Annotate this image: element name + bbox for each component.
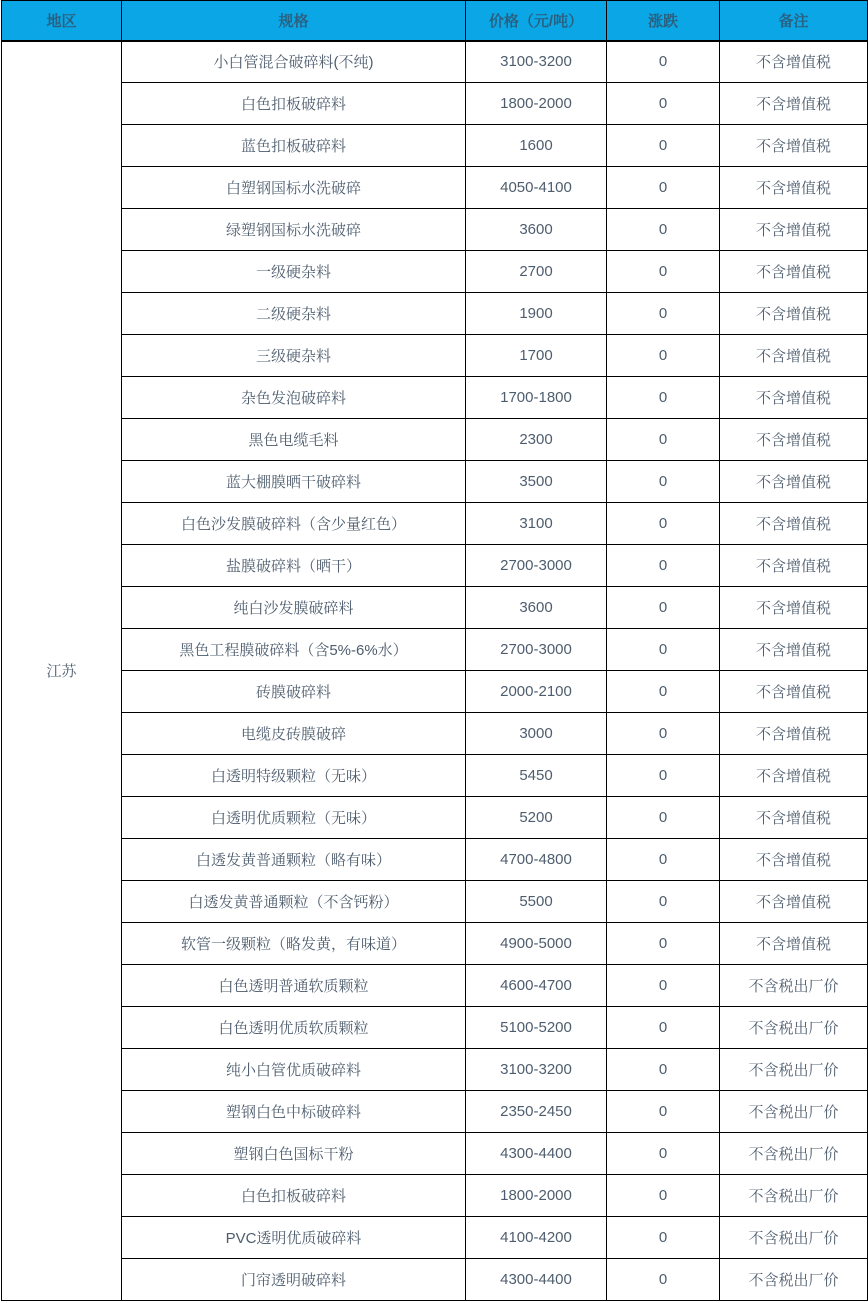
spec-cell: 白色透明优质软质颗粒 — [122, 1007, 466, 1049]
price-cell: 3600 — [466, 587, 607, 629]
change-cell: 0 — [607, 377, 720, 419]
note-cell: 不含增值税 — [720, 41, 868, 83]
price-cell: 4900-5000 — [466, 923, 607, 965]
table-row — [2, 1217, 868, 1259]
price-cell: 4300-4400 — [466, 1133, 607, 1175]
price-cell: 1900 — [466, 293, 607, 335]
price-cell: 2000-2100 — [466, 671, 607, 713]
table-row — [2, 209, 868, 251]
change-cell: 0 — [607, 671, 720, 713]
column-header-spec: 规格 — [122, 1, 466, 41]
note-cell: 不含税出厂价 — [720, 1007, 868, 1049]
table-row — [2, 1091, 868, 1133]
region-cell: 江苏 — [2, 41, 122, 1301]
note-cell: 不含增值税 — [720, 83, 868, 125]
spec-cell: 塑钢白色中标破碎料 — [122, 1091, 466, 1133]
spec-cell: 塑钢白色国标干粉 — [122, 1133, 466, 1175]
spec-cell: 一级硬杂料 — [122, 251, 466, 293]
change-cell: 0 — [607, 1007, 720, 1049]
price-cell: 2700 — [466, 251, 607, 293]
spec-cell: PVC透明优质破碎料 — [122, 1217, 466, 1259]
note-cell: 不含增值税 — [720, 125, 868, 167]
change-cell: 0 — [607, 1091, 720, 1133]
note-cell: 不含增值税 — [720, 587, 868, 629]
spec-cell: 白透明特级颗粒（无味） — [122, 755, 466, 797]
spec-cell: 白色扣板破碎料 — [122, 83, 466, 125]
price-cell: 1700-1800 — [466, 377, 607, 419]
change-cell: 0 — [607, 503, 720, 545]
change-cell: 0 — [607, 923, 720, 965]
note-cell: 不含增值税 — [720, 251, 868, 293]
change-cell: 0 — [607, 83, 720, 125]
note-cell: 不含增值税 — [720, 545, 868, 587]
price-cell: 3000 — [466, 713, 607, 755]
column-header-region: 地区 — [2, 1, 122, 41]
spec-cell: 蓝色扣板破碎料 — [122, 125, 466, 167]
column-header-note: 备注 — [720, 1, 868, 41]
price-cell: 5100-5200 — [466, 1007, 607, 1049]
note-cell: 不含增值税 — [720, 923, 868, 965]
column-header-price: 价格（元/吨） — [466, 1, 607, 41]
note-cell: 不含增值税 — [720, 461, 868, 503]
change-cell: 0 — [607, 125, 720, 167]
price-cell: 4100-4200 — [466, 1217, 607, 1259]
note-cell: 不含增值税 — [720, 167, 868, 209]
table-row — [2, 587, 868, 629]
table-row — [2, 923, 868, 965]
header-row — [2, 1, 868, 41]
table-row — [2, 1133, 868, 1175]
price-cell: 1800-2000 — [466, 1175, 607, 1217]
spec-cell: 白色透明普通软质颗粒 — [122, 965, 466, 1007]
spec-cell: 软管一级颗粒（略发黄，有味道） — [122, 923, 466, 965]
spec-cell: 蓝大棚膜晒干破碎料 — [122, 461, 466, 503]
column-header-change: 涨跌 — [607, 1, 720, 41]
change-cell: 0 — [607, 293, 720, 335]
spec-cell: 门帘透明破碎料 — [122, 1259, 466, 1301]
table-row — [2, 83, 868, 125]
change-cell: 0 — [607, 839, 720, 881]
spec-cell: 白塑钢国标水洗破碎 — [122, 167, 466, 209]
table-row — [2, 419, 868, 461]
change-cell: 0 — [607, 209, 720, 251]
spec-cell: 小白管混合破碎料(不纯) — [122, 41, 466, 83]
price-cell: 5500 — [466, 881, 607, 923]
price-cell: 3100-3200 — [466, 41, 607, 83]
note-cell: 不含税出厂价 — [720, 1133, 868, 1175]
table-body — [2, 41, 868, 1301]
table-row — [2, 125, 868, 167]
note-cell: 不含增值税 — [720, 293, 868, 335]
spec-cell: 纯小白管优质破碎料 — [122, 1049, 466, 1091]
change-cell: 0 — [607, 965, 720, 1007]
change-cell: 0 — [607, 419, 720, 461]
table-row — [2, 1175, 868, 1217]
price-cell: 1600 — [466, 125, 607, 167]
price-cell: 3500 — [466, 461, 607, 503]
change-cell: 0 — [607, 629, 720, 671]
price-cell: 3100 — [466, 503, 607, 545]
note-cell: 不含增值税 — [720, 209, 868, 251]
spec-cell: 二级硬杂料 — [122, 293, 466, 335]
table-row — [2, 1049, 868, 1091]
change-cell: 0 — [607, 1049, 720, 1091]
spec-cell: 绿塑钢国标水洗破碎 — [122, 209, 466, 251]
price-cell: 2700-3000 — [466, 545, 607, 587]
note-cell: 不含增值税 — [720, 839, 868, 881]
price-cell: 5450 — [466, 755, 607, 797]
spec-cell: 砖膜破碎料 — [122, 671, 466, 713]
note-cell: 不含税出厂价 — [720, 1175, 868, 1217]
table-row — [2, 965, 868, 1007]
table-row — [2, 41, 868, 83]
price-cell: 1800-2000 — [466, 83, 607, 125]
table-row — [2, 797, 868, 839]
note-cell: 不含税出厂价 — [720, 1049, 868, 1091]
price-cell: 4050-4100 — [466, 167, 607, 209]
change-cell: 0 — [607, 755, 720, 797]
spec-cell: 三级硬杂料 — [122, 335, 466, 377]
spec-cell: 黑色电缆毛料 — [122, 419, 466, 461]
spec-cell: 纯白沙发膜破碎料 — [122, 587, 466, 629]
change-cell: 0 — [607, 587, 720, 629]
price-cell: 3100-3200 — [466, 1049, 607, 1091]
change-cell: 0 — [607, 461, 720, 503]
price-cell: 2300 — [466, 419, 607, 461]
table-row — [2, 503, 868, 545]
price-cell: 4600-4700 — [466, 965, 607, 1007]
note-cell: 不含增值税 — [720, 755, 868, 797]
change-cell: 0 — [607, 1259, 720, 1301]
table-row — [2, 755, 868, 797]
table-row — [2, 545, 868, 587]
price-cell: 2700-3000 — [466, 629, 607, 671]
note-cell: 不含税出厂价 — [720, 1091, 868, 1133]
spec-cell: 盐膜破碎料（晒干） — [122, 545, 466, 587]
change-cell: 0 — [607, 335, 720, 377]
spec-cell: 白透发黄普通颗粒（不含钙粉） — [122, 881, 466, 923]
note-cell: 不含增值税 — [720, 335, 868, 377]
spec-cell: 白色扣板破碎料 — [122, 1175, 466, 1217]
change-cell: 0 — [607, 1175, 720, 1217]
change-cell: 0 — [607, 167, 720, 209]
table-row — [2, 461, 868, 503]
change-cell: 0 — [607, 797, 720, 839]
table-row — [2, 881, 868, 923]
price-cell: 1700 — [466, 335, 607, 377]
table-row — [2, 1259, 868, 1301]
change-cell: 0 — [607, 881, 720, 923]
table-row — [2, 251, 868, 293]
change-cell: 0 — [607, 545, 720, 587]
price-cell: 3600 — [466, 209, 607, 251]
price-table — [1, 0, 868, 1301]
table-row — [2, 713, 868, 755]
note-cell: 不含增值税 — [720, 881, 868, 923]
note-cell: 不含增值税 — [720, 629, 868, 671]
price-cell: 4300-4400 — [466, 1259, 607, 1301]
spec-cell: 杂色发泡破碎料 — [122, 377, 466, 419]
spec-cell: 电缆皮砖膜破碎 — [122, 713, 466, 755]
spec-cell: 白色沙发膜破碎料（含少量红色） — [122, 503, 466, 545]
spec-cell: 黑色工程膜破碎料（含5%-6%水） — [122, 629, 466, 671]
table-row — [2, 335, 868, 377]
price-cell: 4700-4800 — [466, 839, 607, 881]
table-row — [2, 293, 868, 335]
change-cell: 0 — [607, 41, 720, 83]
note-cell: 不含增值税 — [720, 671, 868, 713]
table-row — [2, 629, 868, 671]
note-cell: 不含增值税 — [720, 713, 868, 755]
note-cell: 不含增值税 — [720, 503, 868, 545]
table-row — [2, 839, 868, 881]
price-cell: 5200 — [466, 797, 607, 839]
note-cell: 不含增值税 — [720, 377, 868, 419]
note-cell: 不含增值税 — [720, 419, 868, 461]
change-cell: 0 — [607, 713, 720, 755]
change-cell: 0 — [607, 1133, 720, 1175]
change-cell: 0 — [607, 251, 720, 293]
price-cell: 2350-2450 — [466, 1091, 607, 1133]
note-cell: 不含税出厂价 — [720, 965, 868, 1007]
spec-cell: 白透发黄普通颗粒（略有味） — [122, 839, 466, 881]
spec-cell: 白透明优质颗粒（无味） — [122, 797, 466, 839]
change-cell: 0 — [607, 1217, 720, 1259]
note-cell: 不含税出厂价 — [720, 1259, 868, 1301]
table-row — [2, 167, 868, 209]
table-row — [2, 671, 868, 713]
table-row — [2, 1007, 868, 1049]
note-cell: 不含税出厂价 — [720, 1217, 868, 1259]
note-cell: 不含增值税 — [720, 797, 868, 839]
table-row — [2, 377, 868, 419]
